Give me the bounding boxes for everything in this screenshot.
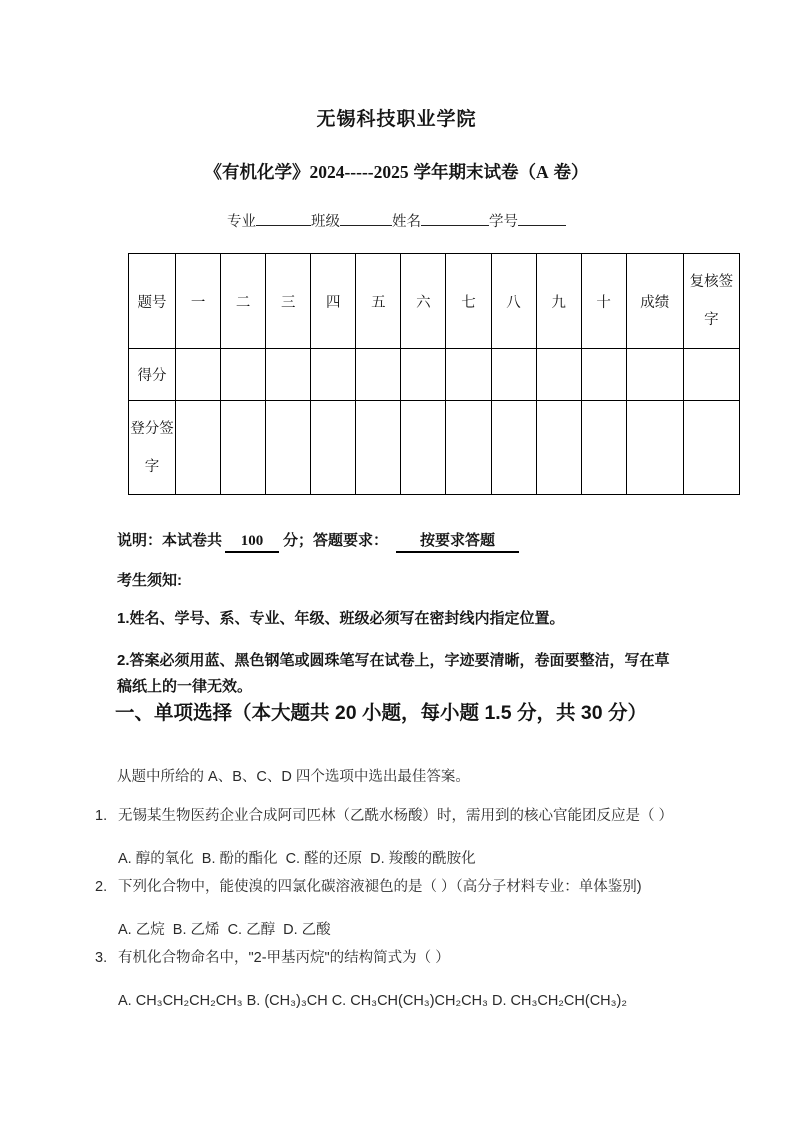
score-table xyxy=(128,253,740,495)
instruction-line xyxy=(117,530,519,553)
question-item-2 xyxy=(95,877,695,941)
total-points-underline: 100 xyxy=(225,531,279,553)
signature-cell xyxy=(491,401,536,495)
question-text: 下列化合物中，能使溴的四氯化碳溶液褪色的是（ ）（高分子材料专业：单体鉴别) xyxy=(118,879,642,895)
score-cell xyxy=(266,349,311,401)
header-cell-4: 四 xyxy=(311,254,356,349)
section-one-intro: 从题中所给的 A、B、C、D 四个选项中选出最佳答案。 xyxy=(117,769,470,785)
score-cell xyxy=(626,349,683,401)
header-cell-1: 一 xyxy=(176,254,221,349)
question-item-3 xyxy=(95,948,695,1012)
question-item-1 xyxy=(95,806,695,870)
question-options: A. CH₃CH₂CH₂CH₃ B. (CH₃)₃CH C. CH₃CH(CH₃)CH₂CH₃ D. CH₃CH₂CH(CH₃)₂ xyxy=(118,993,628,1009)
header-cell-2: 二 xyxy=(221,254,266,349)
score-cell xyxy=(176,349,221,401)
score-cell xyxy=(491,349,536,401)
question-body xyxy=(118,948,670,1012)
notice-title: 考生须知: xyxy=(117,572,182,589)
header-cell-7: 七 xyxy=(446,254,491,349)
score-cell xyxy=(536,349,581,401)
header-cell-review-signature: 复核签字 xyxy=(683,254,739,349)
signature-cell xyxy=(446,401,491,495)
header-cell-8: 八 xyxy=(491,254,536,349)
exam-title xyxy=(0,159,793,184)
instruction-prefix: 说明：本试卷共 xyxy=(117,532,223,549)
question-number: 3. xyxy=(95,950,108,966)
row-label-recorder-signature: 登分签字 xyxy=(129,401,176,495)
signature-cell xyxy=(626,401,683,495)
field-label-studentid: 学号 xyxy=(489,214,518,230)
field-underline-major xyxy=(256,211,311,226)
student-info-line xyxy=(0,210,793,231)
exam-title-term: 学年期末试卷（ xyxy=(408,162,536,182)
header-cell-9: 九 xyxy=(536,254,581,349)
header-cell-5: 五 xyxy=(356,254,401,349)
score-cell xyxy=(356,349,401,401)
score-cell xyxy=(401,349,446,401)
signature-cell xyxy=(311,401,356,495)
score-cell xyxy=(221,349,266,401)
question-list xyxy=(95,806,695,1019)
question-text: 有机化合物命名中，"2-甲基丙烷"的结构简式为（ ） xyxy=(118,950,450,966)
header-cell-3: 三 xyxy=(266,254,311,349)
field-underline-studentid xyxy=(518,211,566,226)
exam-title-course: 《有机化学》 xyxy=(204,162,310,182)
exam-title-suffix: 卷） xyxy=(548,162,589,182)
instruction-middle: 分；答题要求： xyxy=(283,532,389,549)
school-title: 无锡科技职业学院 xyxy=(316,109,477,130)
answer-requirement-underline: 按要求答题 xyxy=(396,531,519,553)
field-label-name: 姓名 xyxy=(392,214,421,230)
question-options: A. 乙烷 B. 乙烯 C. 乙醇 D. 乙酸 xyxy=(118,922,331,938)
question-body xyxy=(118,806,674,870)
notice-item-2: 2.答案必须用蓝、黑色钢笔或圆珠笔写在试卷上，字迹要清晰，卷面要整洁，写在草稿纸上的一律无效。 xyxy=(117,652,670,695)
signature-cell xyxy=(581,401,626,495)
row-label-points: 得分 xyxy=(129,349,176,401)
signature-cell xyxy=(683,401,739,495)
question-body xyxy=(118,877,670,941)
field-label-class: 班级 xyxy=(311,214,340,230)
header-cell-score: 成绩 xyxy=(626,254,683,349)
signature-cell xyxy=(401,401,446,495)
score-cell xyxy=(446,349,491,401)
signature-cell xyxy=(356,401,401,495)
exam-title-version: A xyxy=(536,162,549,182)
header-cell-10: 十 xyxy=(581,254,626,349)
signature-cell xyxy=(266,401,311,495)
exam-title-years: 2024-----2025 xyxy=(309,162,409,182)
score-table-signature-row xyxy=(129,401,740,495)
question-text: 无锡某生物医药企业合成阿司匹林（乙酰水杨酸）时，需用到的核心官能团反应是（ ） xyxy=(118,808,674,824)
notice-item-1: 1.姓名、学号、系、专业、年级、班级必须写在密封线内指定位置。 xyxy=(117,610,565,627)
signature-cell xyxy=(176,401,221,495)
score-cell xyxy=(311,349,356,401)
score-cell xyxy=(683,349,739,401)
field-underline-class xyxy=(340,211,392,226)
score-cell xyxy=(581,349,626,401)
section-one-heading: 一、单项选择（本大题共 20 小题，每小题 1.5 分，共 30 分） xyxy=(115,702,647,724)
question-number: 2. xyxy=(95,879,108,895)
header-cell-6: 六 xyxy=(401,254,446,349)
signature-cell xyxy=(536,401,581,495)
signature-cell xyxy=(221,401,266,495)
field-underline-name xyxy=(421,211,489,226)
question-options: A. 醇的氧化 B. 酚的酯化 C. 醛的还原 D. 羧酸的酰胺化 xyxy=(118,851,476,867)
score-table-header-row xyxy=(129,254,740,349)
header-cell-question-no: 题号 xyxy=(129,254,176,349)
question-number: 1. xyxy=(95,808,108,824)
score-table-points-row xyxy=(129,349,740,401)
field-label-major: 专业 xyxy=(227,214,256,230)
